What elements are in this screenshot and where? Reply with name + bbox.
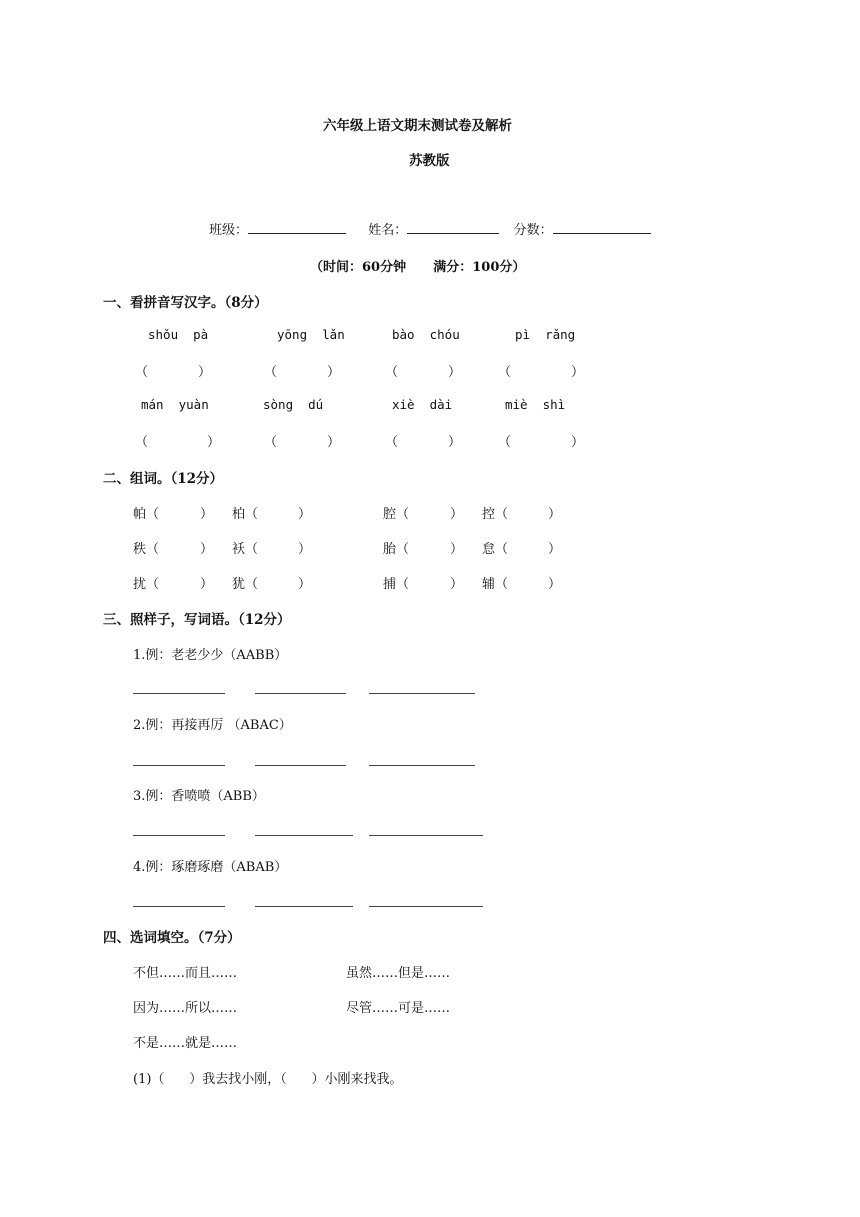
pinyin: shǒu pà	[148, 327, 209, 342]
word-char: 袄（	[232, 542, 259, 557]
section-4-heading: 四、选词填空。（7分）	[103, 930, 241, 946]
word-char: 秩（	[133, 542, 160, 557]
word-paren-close: ）	[200, 542, 214, 557]
section-2-heading: 二、组词。（12分）	[103, 471, 224, 487]
word-paren-close: ）	[548, 577, 562, 592]
answer-paren-close: ）	[207, 435, 221, 450]
answer-line[interactable]	[133, 765, 225, 766]
answer-paren-close: ）	[571, 365, 585, 380]
word-paren-close: ）	[298, 507, 312, 522]
word-char: 辅（	[482, 577, 509, 592]
word-char: 胎（	[383, 542, 410, 557]
answer-line[interactable]	[255, 906, 353, 907]
conjunction-option: 尽管……可是……	[346, 1001, 451, 1016]
word-paren-close: ）	[298, 577, 312, 592]
example-item: 3.例：香喷喷（ABB）	[133, 789, 265, 804]
word-char: 扰（	[133, 577, 160, 592]
word-char: 帕（	[133, 507, 160, 522]
answer-line[interactable]	[133, 693, 225, 694]
score-label: 分数：	[513, 223, 553, 238]
answer-paren-open: （	[135, 435, 149, 450]
name-field[interactable]	[407, 219, 499, 234]
answer-paren-open: （	[135, 365, 149, 380]
question-1: (1)（ ）我去找小刚，（ ）小刚来找我。	[133, 1072, 403, 1087]
answer-line[interactable]	[369, 765, 475, 766]
pinyin: yōng lǎn	[277, 327, 345, 342]
name-label: 姓名：	[368, 223, 408, 238]
answer-paren-open: （	[264, 365, 278, 380]
example-item: 1.例：老老少少（AABB）	[133, 648, 288, 663]
pinyin: mán yuàn	[141, 397, 209, 412]
answer-line[interactable]	[369, 693, 475, 694]
time-note: （时间：60分钟 满分：100分）	[310, 260, 526, 275]
answer-line[interactable]	[133, 906, 225, 907]
section-1-heading: 一、看拼音写汉字。（8分）	[103, 295, 268, 311]
answer-line[interactable]	[369, 835, 483, 836]
word-paren-close: ）	[200, 577, 214, 592]
answer-paren-open: （	[264, 435, 278, 450]
pinyin: miè shì	[505, 397, 566, 412]
answer-paren-open: （	[498, 365, 512, 380]
answer-paren-close: ）	[448, 435, 462, 450]
word-char: 柏（	[232, 507, 259, 522]
word-paren-close: ）	[298, 542, 312, 557]
word-paren-close: ）	[450, 507, 464, 522]
answer-line[interactable]	[133, 835, 225, 836]
score-field[interactable]	[553, 219, 651, 234]
word-char: 控（	[482, 507, 509, 522]
answer-line[interactable]	[255, 765, 346, 766]
pinyin: xiè dài	[392, 397, 453, 412]
answer-line[interactable]	[369, 906, 483, 907]
answer-paren-close: ）	[571, 435, 585, 450]
section-3-heading: 三、照样子，写词语。（12分）	[103, 612, 291, 628]
conjunction-option: 因为……所以……	[133, 1001, 238, 1016]
word-char: 捕（	[383, 577, 410, 592]
word-paren-close: ）	[200, 507, 214, 522]
answer-line[interactable]	[255, 835, 353, 836]
answer-paren-open: （	[385, 365, 399, 380]
class-field[interactable]	[248, 219, 346, 234]
pinyin: sòng dú	[263, 397, 324, 412]
word-paren-close: ）	[450, 542, 464, 557]
word-char: 怠（	[482, 542, 509, 557]
conjunction-option: 不但……而且……	[133, 966, 238, 981]
answer-paren-close: ）	[327, 435, 341, 450]
pinyin: pì rǎng	[515, 327, 576, 342]
page-subtitle: 苏教版	[409, 153, 450, 169]
conjunction-option: 不是……就是……	[133, 1036, 238, 1051]
answer-paren-close: ）	[327, 365, 341, 380]
word-paren-close: ）	[450, 577, 464, 592]
example-item: 2.例：再接再厉 （ABAC）	[133, 718, 292, 733]
example-item: 4.例：琢磨琢磨（ABAB）	[133, 860, 288, 875]
answer-paren-open: （	[385, 435, 399, 450]
word-paren-close: ）	[548, 507, 562, 522]
word-char: 腔（	[383, 507, 410, 522]
answer-paren-close: ）	[198, 365, 212, 380]
answer-paren-close: ）	[448, 365, 462, 380]
pinyin: bào chóu	[392, 327, 460, 342]
page-title: 六年级上语文期末测试卷及解析	[323, 118, 512, 134]
answer-line[interactable]	[255, 693, 346, 694]
class-label: 班级：	[209, 223, 249, 238]
answer-paren-open: （	[498, 435, 512, 450]
info-line	[209, 219, 651, 238]
word-paren-close: ）	[548, 542, 562, 557]
conjunction-option: 虽然……但是……	[346, 966, 451, 981]
word-char: 犹（	[232, 577, 259, 592]
